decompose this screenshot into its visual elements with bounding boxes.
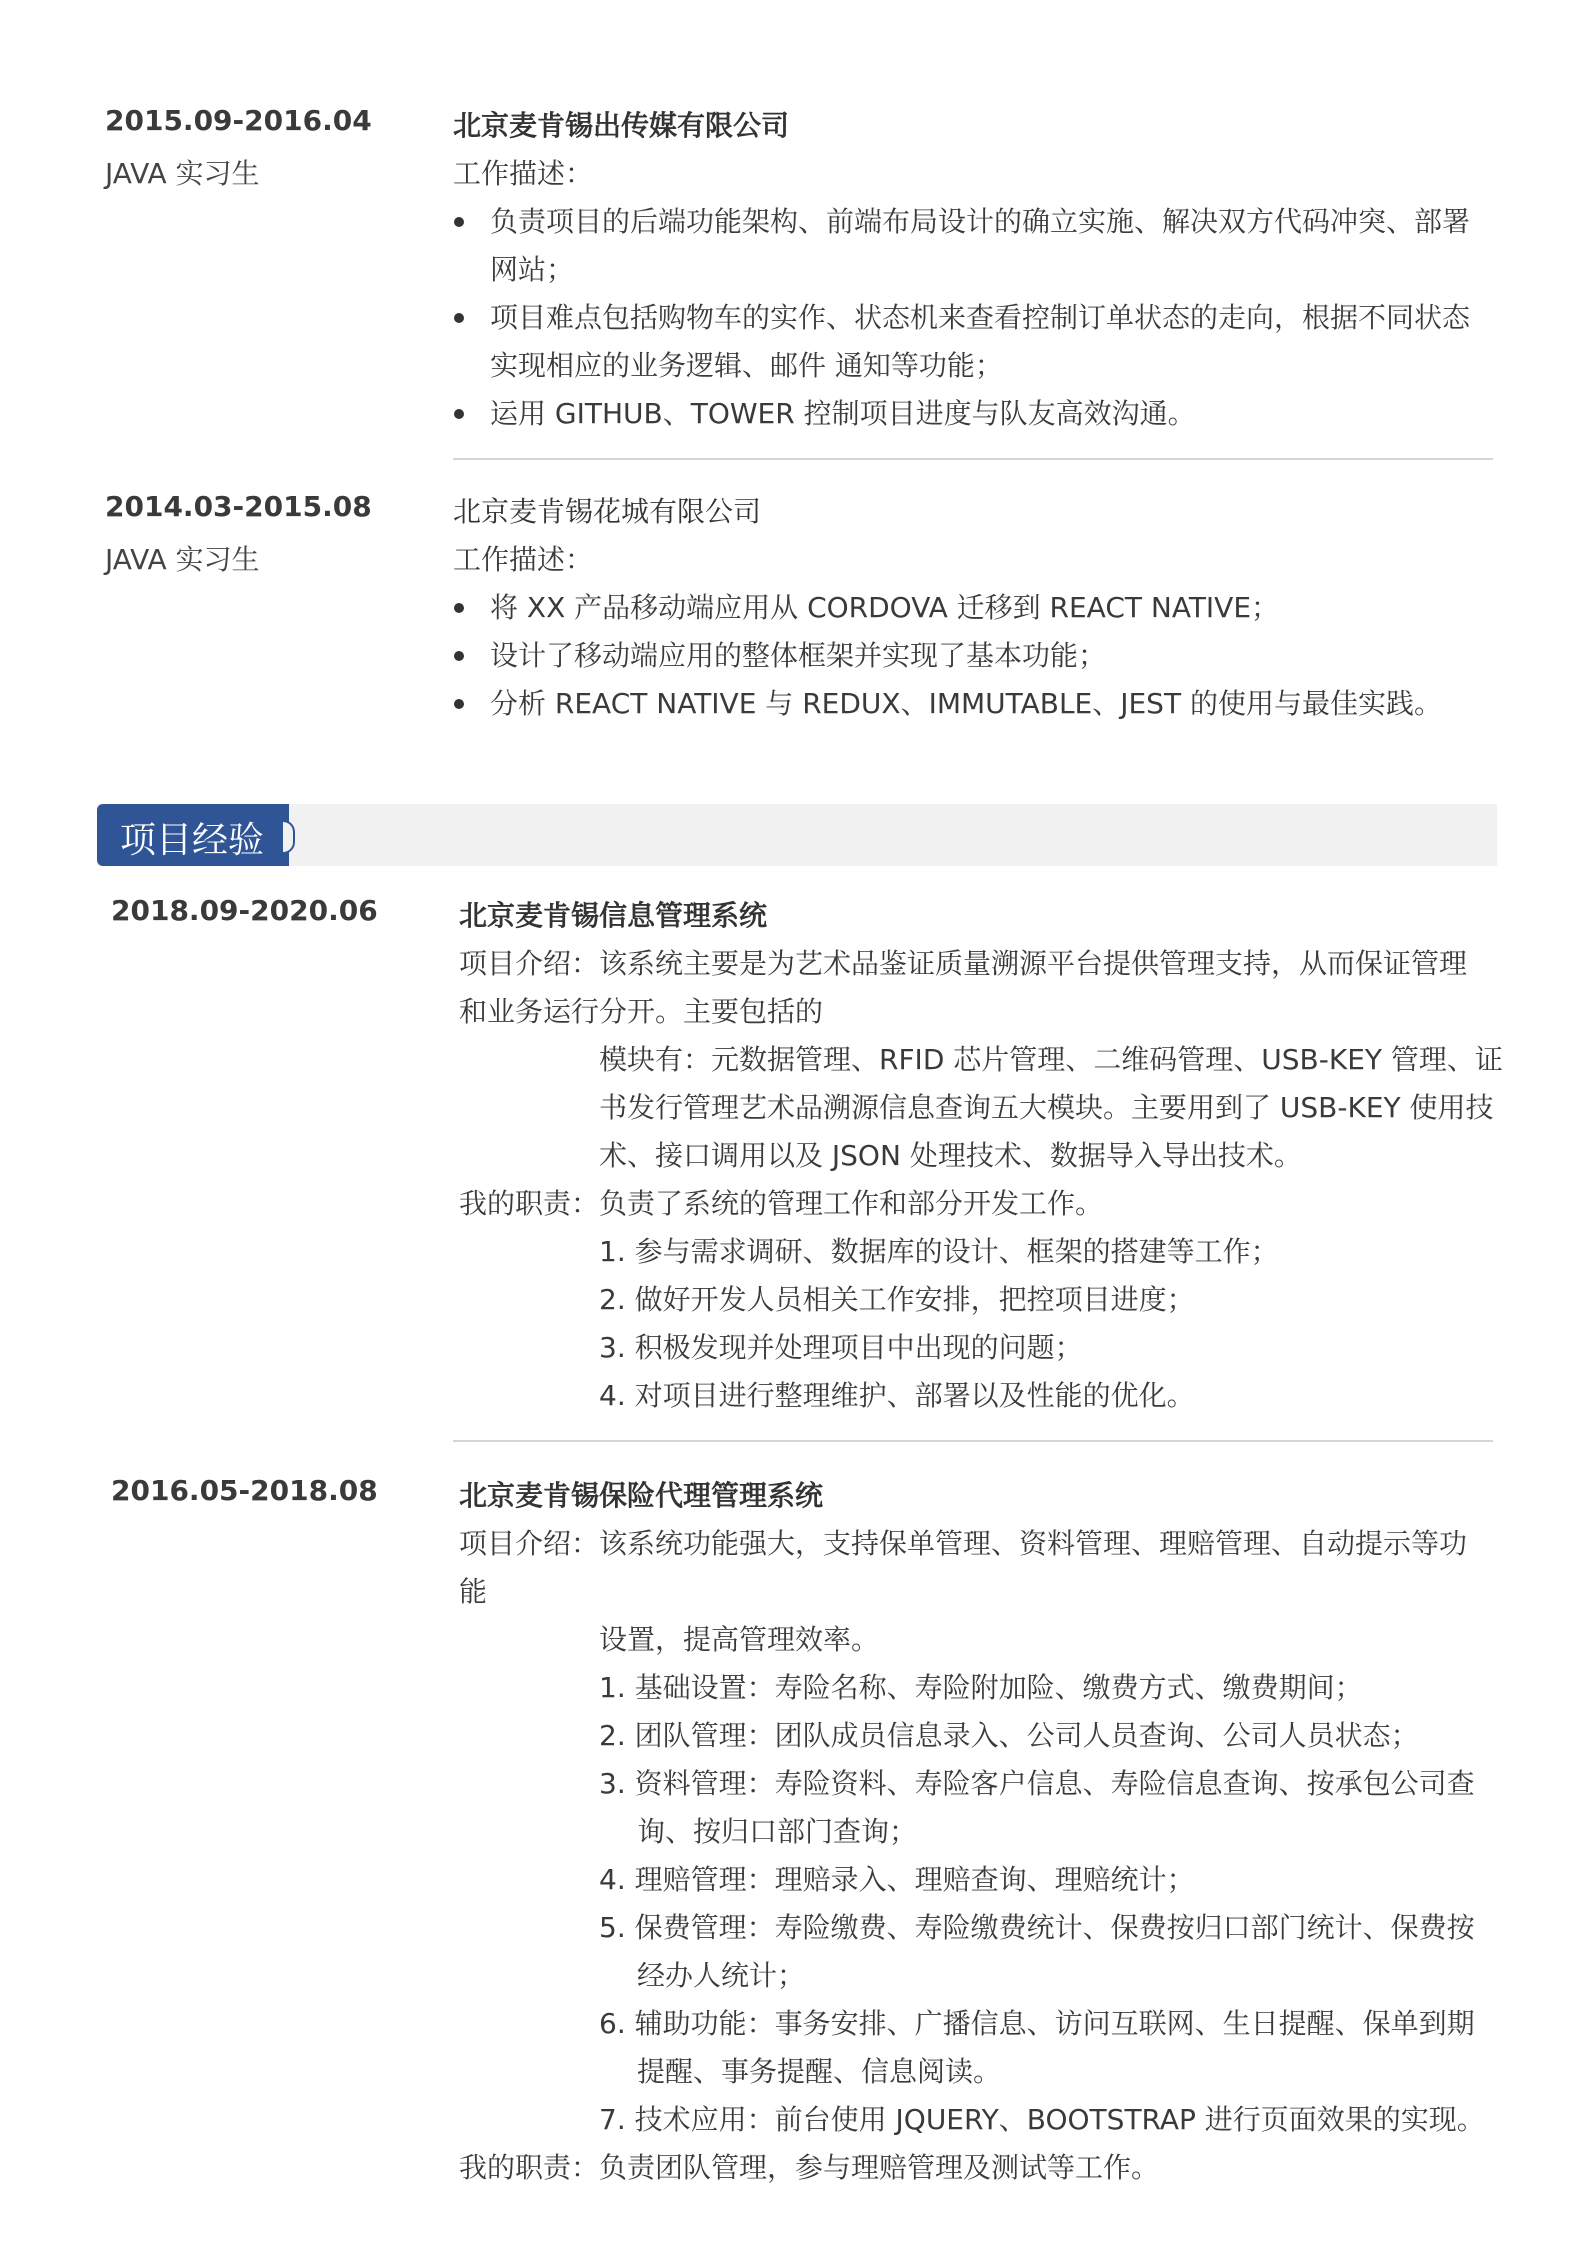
divider bbox=[453, 458, 1493, 460]
work-company: 北京麦肯锡花城有限公司 bbox=[453, 495, 762, 528]
work-line: 负责项目的后端功能架构、前端布局设计的确立实施、解决双方代码冲突、部署 bbox=[490, 205, 1471, 238]
bullet-icon bbox=[454, 699, 464, 709]
work-desc-label: 工作描述： bbox=[453, 157, 594, 190]
project-intro: 书发行管理艺术品溯源信息查询五大模块。主要用到了 USB-KEY 使用技 bbox=[599, 1091, 1494, 1124]
project-item: 3. 积极发现并处理项目中出现的问题； bbox=[599, 1331, 1083, 1364]
project-name: 北京麦肯锡信息管理系统 bbox=[459, 899, 768, 932]
work-line: 网站； bbox=[490, 253, 575, 286]
work-date: 2014.03-2015.08 bbox=[105, 490, 372, 523]
work-role: JAVA 实习生 bbox=[105, 543, 260, 576]
project-intro: 模块有：元数据管理、RFID 芯片管理、二维码管理、USB-KEY 管理、证 bbox=[599, 1043, 1503, 1076]
work-company: 北京麦肯锡出传媒有限公司 bbox=[453, 109, 790, 142]
bullet-icon bbox=[454, 217, 464, 227]
project-duty: 我的职责：负责团队管理，参与理赔管理及测试等工作。 bbox=[459, 2151, 1160, 2184]
project-duty: 我的职责：负责了系统的管理工作和部分开发工作。 bbox=[459, 1187, 1104, 1220]
work-date: 2015.09-2016.04 bbox=[105, 104, 372, 137]
work-line: 项目难点包括购物车的实作、状态机来查看控制订单状态的走向，根据不同状态 bbox=[490, 301, 1471, 334]
project-intro: 设置，提高管理效率。 bbox=[599, 1623, 880, 1656]
bullet-icon bbox=[454, 603, 464, 613]
project-item: 1. 参与需求调研、数据库的设计、框架的搭建等工作； bbox=[599, 1235, 1279, 1268]
project-item: 7. 技术应用：前台使用 JQUERY、BOOTSTRAP 进行页面效果的实现。 bbox=[599, 2103, 1485, 2136]
work-role: JAVA 实习生 bbox=[105, 157, 260, 190]
project-item: 5. 保费管理：寿险缴费、寿险缴费统计、保费按归口部门统计、保费按 bbox=[599, 1911, 1475, 1944]
work-line: 分析 REACT NATIVE 与 REDUX、IMMUTABLE、JEST 的使用与最佳实践。 bbox=[490, 687, 1442, 720]
project-intro: 能 bbox=[459, 1575, 488, 1608]
bullet-icon bbox=[454, 651, 464, 661]
project-date: 2018.09-2020.06 bbox=[111, 894, 378, 927]
project-intro: 术、接口调用以及 JSON 处理技术、数据导入导出技术。 bbox=[599, 1139, 1302, 1172]
section-title: 项目经验 bbox=[120, 820, 265, 861]
project-item: 3. 资料管理：寿险资料、寿险客户信息、寿险信息查询、按承包公司查 bbox=[599, 1767, 1475, 1800]
divider bbox=[453, 1440, 1493, 1442]
project-item: 提醒、事务提醒、信息阅读。 bbox=[637, 2055, 1002, 2088]
work-line: 设计了移动端应用的整体框架并实现了基本功能； bbox=[490, 639, 1107, 672]
project-date: 2016.05-2018.08 bbox=[111, 1474, 378, 1507]
project-item: 6. 辅助功能：事务安排、广播信息、访问互联网、生日提醒、保单到期 bbox=[599, 2007, 1475, 2040]
bullet-icon bbox=[454, 409, 464, 419]
project-name: 北京麦肯锡保险代理管理系统 bbox=[459, 1479, 824, 1512]
project-item: 4. 理赔管理：理赔录入、理赔查询、理赔统计； bbox=[599, 1863, 1195, 1896]
project-intro: 项目介绍：该系统主要是为艺术品鉴证质量溯源平台提供管理支持，从而保证管理 bbox=[459, 947, 1468, 980]
work-line: 运用 GITHUB、TOWER 控制项目进度与队友高效沟通。 bbox=[490, 397, 1196, 430]
work-desc-label: 工作描述： bbox=[453, 543, 594, 576]
project-item: 2. 团队管理：团队成员信息录入、公司人员查询、公司人员状态； bbox=[599, 1719, 1419, 1752]
section-header-bar bbox=[97, 804, 1497, 866]
project-intro: 项目介绍：该系统功能强大，支持保单管理、资料管理、理赔管理、自动提示等功 bbox=[459, 1527, 1468, 1560]
work-line: 实现相应的业务逻辑、邮件 通知等功能； bbox=[490, 349, 1003, 382]
project-intro: 和业务运行分开。主要包括的 bbox=[459, 995, 824, 1028]
project-item: 询、按归口部门查询； bbox=[637, 1815, 918, 1848]
bullet-icon bbox=[454, 313, 464, 323]
project-item: 2. 做好开发人员相关工作安排，把控项目进度； bbox=[599, 1283, 1195, 1316]
project-item: 1. 基础设置：寿险名称、寿险附加险、缴费方式、缴费期间； bbox=[599, 1671, 1363, 1704]
project-item: 经办人统计； bbox=[637, 1959, 806, 1992]
work-line: 将 XX 产品移动端应用从 CORDOVA 迁移到 REACT NATIVE； bbox=[490, 591, 1280, 624]
project-item: 4. 对项目进行整理维护、部署以及性能的优化。 bbox=[599, 1379, 1195, 1412]
